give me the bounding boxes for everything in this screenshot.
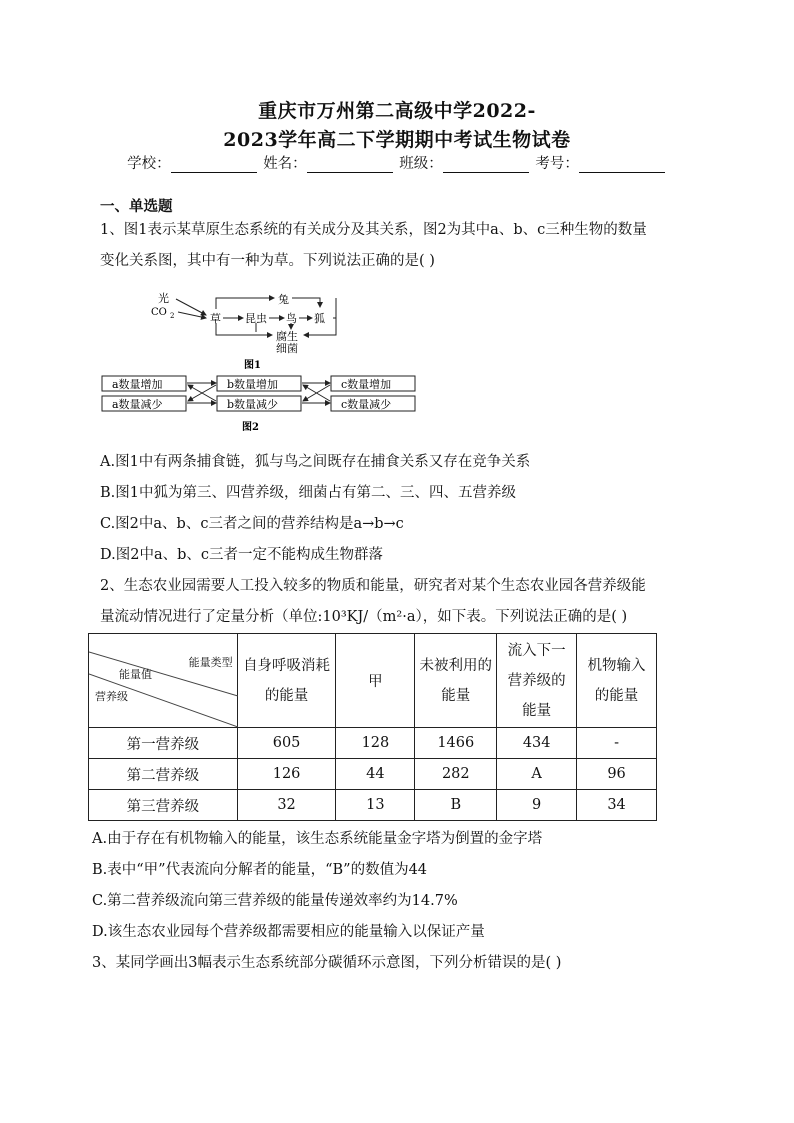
section-heading: 一、单选题 xyxy=(100,198,173,215)
corner-energy-value: 能量值 xyxy=(119,668,152,681)
q2-option-c[interactable]: C.第二营养级流向第三营养级的能量传递效率约为14.7% xyxy=(92,893,458,909)
fig1-co2: CO xyxy=(151,307,167,318)
column-header: 机物输入的能量 xyxy=(577,634,657,728)
student-info-row xyxy=(0,152,794,173)
figure-1-food-web xyxy=(148,288,348,370)
table-cell: B xyxy=(415,790,497,821)
figure-2-population-relations xyxy=(100,372,418,434)
fig1-co2-sub: 2 xyxy=(170,312,175,320)
table-row xyxy=(89,728,657,759)
fig2-a-up: a数量增加 xyxy=(112,378,163,391)
table-cell: 32 xyxy=(237,790,336,821)
table-cell: 96 xyxy=(577,759,657,790)
table-cell: 282 xyxy=(415,759,497,790)
fig1-fox: 狐 xyxy=(314,312,325,325)
fig1-insect: 昆虫 xyxy=(245,312,267,325)
table-corner-cell xyxy=(89,634,238,728)
q2-option-b[interactable]: B.表中“甲”代表流向分解者的能量，“B”的数值为44 xyxy=(92,862,428,878)
column-header: 未被利用的能量 xyxy=(415,634,497,728)
exam-title-line1: 重庆市万州第二高级中学2022- xyxy=(258,100,536,122)
table-cell: 126 xyxy=(237,759,336,790)
corner-trophic-level: 营养级 xyxy=(95,690,128,703)
table-row xyxy=(89,759,657,790)
column-header: 流入下一营养级的能量 xyxy=(497,634,577,728)
fig1-grass: 草 xyxy=(210,312,221,325)
table-cell: 44 xyxy=(336,759,415,790)
table-cell: 605 xyxy=(237,728,336,759)
table-row xyxy=(89,790,657,821)
row-header: 第三营养级 xyxy=(89,790,238,821)
class-blank[interactable] xyxy=(443,158,529,173)
q1-option-a[interactable]: A.图1中有两条捕食链，狐与鸟之间既存在捕食关系又存在竞争关系 xyxy=(100,454,531,470)
table-header-row xyxy=(89,634,657,728)
q2-stem-line1: 2、生态农业园需要人工投入较多的物质和能量，研究者对某个生态农业园各营养级能 xyxy=(100,578,646,594)
table-cell: 128 xyxy=(336,728,415,759)
fig2-c-down: c数量减少 xyxy=(341,398,392,411)
column-header: 甲 xyxy=(336,634,415,728)
fig1-decomposer-2: 细菌 xyxy=(276,342,298,355)
fig2-a-down: a数量减少 xyxy=(112,398,163,411)
table-cell: 9 xyxy=(497,790,577,821)
q1-option-c[interactable]: C.图2中a、b、c三者之间的营养结构是a→b→c xyxy=(100,516,404,532)
fig2-b-down: b数量减少 xyxy=(227,398,279,411)
row-header: 第二营养级 xyxy=(89,759,238,790)
name-label: 姓名： xyxy=(263,156,307,172)
q1-option-d[interactable]: D.图2中a、b、c三者一定不能构成生物群落 xyxy=(100,547,383,563)
fig1-light: 光 xyxy=(158,292,169,305)
table-cell: 434 xyxy=(497,728,577,759)
fig2-caption: 图2 xyxy=(242,422,259,433)
corner-energy-type: 能量类型 xyxy=(188,656,233,669)
school-blank[interactable] xyxy=(171,158,257,173)
corner-diagonal-lines xyxy=(89,634,238,727)
column-header: 自身呼吸消耗的能量 xyxy=(237,634,336,728)
q1-option-b[interactable]: B.图1中狐为第三、四营养级，细菌占有第二、三、四、五营养级 xyxy=(100,485,516,501)
q2-option-a[interactable]: A.由于存在有机物输入的能量，该生态系统能量金字塔为倒置的金字塔 xyxy=(92,831,543,847)
q3-stem: 3、某同学画出3幅表示生态系统部分碳循环示意图，下列分析错误的是( ) xyxy=(92,955,562,971)
q2-option-d[interactable]: D.该生态农业园每个营养级都需要相应的能量输入以保证产量 xyxy=(92,924,485,940)
class-label: 班级： xyxy=(399,156,443,172)
exam-title-line2: 2023学年高二下学期期中考试生物试卷 xyxy=(223,129,571,151)
q2-stem-line2: 量流动情况进行了定量分析（单位:10³KJ/（m²·a），如下表。下列说法正确的是( ) xyxy=(100,609,628,625)
exam-number-label: 考号： xyxy=(535,156,579,172)
table-cell: - xyxy=(577,728,657,759)
fig1-caption: 图1 xyxy=(244,360,261,370)
row-header: 第一营养级 xyxy=(89,728,238,759)
school-label: 学校： xyxy=(127,156,171,172)
name-blank[interactable] xyxy=(307,158,393,173)
fig1-decomposer-1: 腐生 xyxy=(276,330,298,343)
table-cell: 13 xyxy=(336,790,415,821)
fig2-b-up: b数量增加 xyxy=(227,378,279,391)
q1-stem-line1: 1、图1表示某草原生态系统的有关成分及其关系，图2为其中a、b、c三种生物的数量 xyxy=(100,222,647,238)
q1-stem-line2: 变化关系图，其中有一种为草。下列说法正确的是( ) xyxy=(100,253,435,269)
exam-number-blank[interactable] xyxy=(579,158,665,173)
energy-flow-table xyxy=(88,633,657,821)
fig2-c-up: c数量增加 xyxy=(341,378,392,391)
table-cell: A xyxy=(497,759,577,790)
table-cell: 1466 xyxy=(415,728,497,759)
table-cell: 34 xyxy=(577,790,657,821)
fig1-bird: 鸟 xyxy=(286,312,297,325)
fig1-rabbit: 兔 xyxy=(278,293,289,306)
